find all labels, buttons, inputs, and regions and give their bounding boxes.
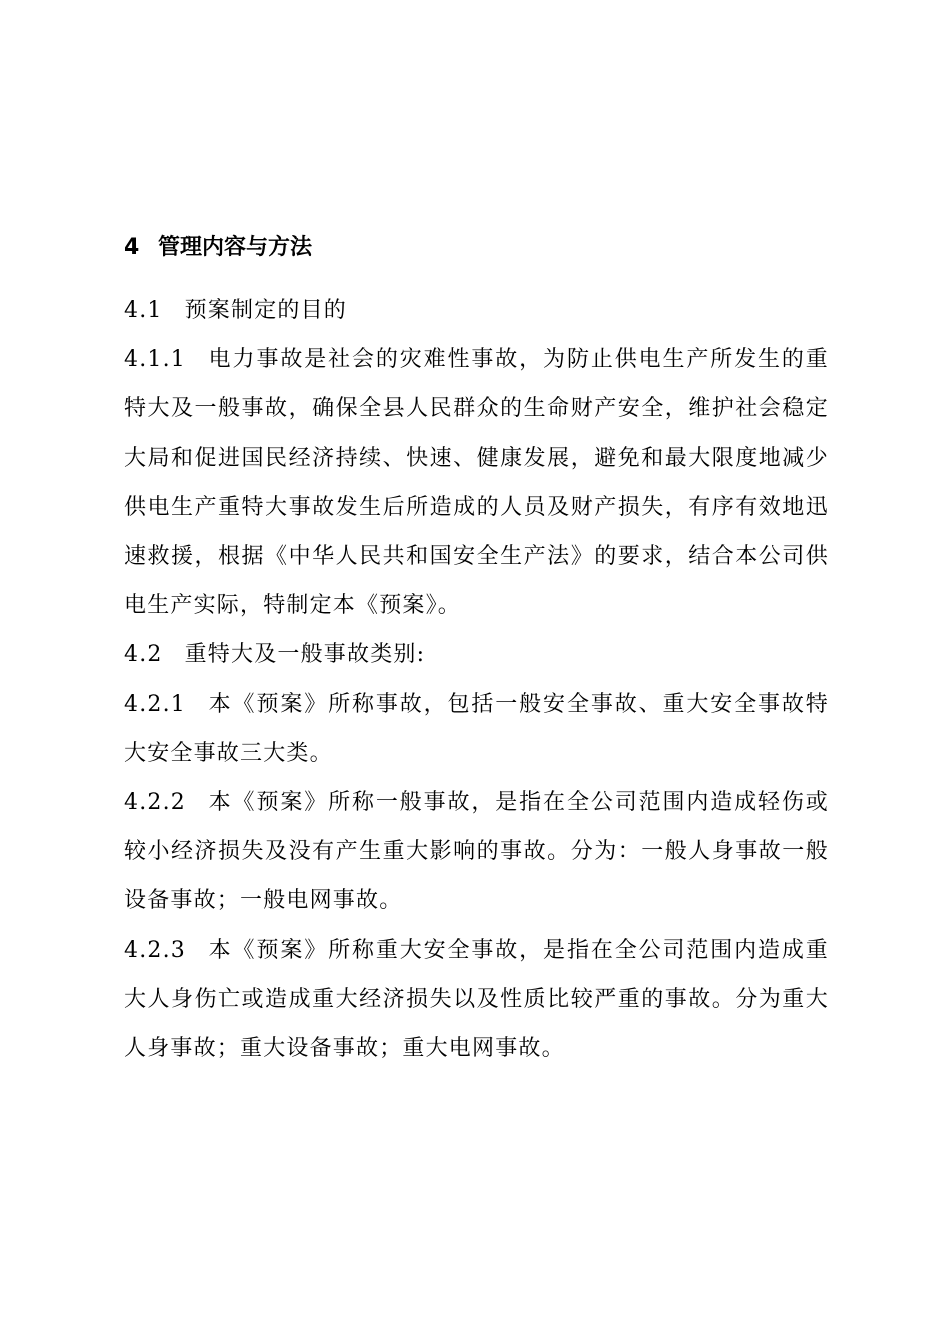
paragraph-number: 4.2 — [124, 642, 163, 668]
paragraph-text: 电力事故是社会的灾难性事故，为防止供电生产所发生的重特大及一般事故，确保全县人民群众的生命财产安全，维护社会稳定大局和促进国民经济持续、快速、健康发展，避免和最大限度地减少供电生产重特大事故发生后所造成的人员及财产损失，有序有效地迅速救援，根据《中华人民共和国安全生产法》的要求，结合本公司供电生产实际，特制定本《预案》。 — [124, 347, 829, 619]
paragraph-text: 本《预案》所称事故，包括一般安全事故、重大安全事故特大安全事故三大类。 — [124, 691, 829, 766]
paragraph-4-2-2 — [124, 778, 829, 926]
paragraph-text: 本《预案》所称一般事故，是指在全公司范围内造成轻伤或较小经济损失及没有产生重大影响的事故。分为：一般人身事故一般设备事故；一般电网事故。 — [124, 790, 829, 914]
paragraph-text: 预案制定的目的 — [184, 298, 347, 323]
paragraph-number: 4.2.3 — [124, 937, 186, 963]
paragraph-text: 本《预案》所称重大安全事故，是指在全公司范围内造成重大人身伤亡或造成重大经济损失以及性质比较严重的事故。分为重大人身事故；重大设备事故；重大电网事故。 — [124, 937, 829, 1062]
document-body — [124, 286, 829, 1073]
paragraph-number: 4.1.1 — [124, 347, 186, 373]
paragraph-4-2-3 — [124, 926, 829, 1074]
paragraph-text: 重特大及一般事故类别: — [184, 642, 426, 668]
paragraph-number: 4.2.1 — [124, 691, 186, 717]
paragraph-number: 4.2.2 — [124, 790, 186, 816]
paragraph-4-2 — [124, 630, 829, 679]
paragraph-4-1 — [124, 286, 829, 335]
section-number: 4 — [124, 235, 140, 260]
section-title: 管理内容与方法 — [158, 235, 313, 260]
section-heading — [124, 226, 312, 270]
paragraph-4-2-1 — [124, 680, 829, 778]
paragraph-number: 4.1 — [124, 298, 163, 323]
paragraph-4-1-1 — [124, 335, 829, 630]
